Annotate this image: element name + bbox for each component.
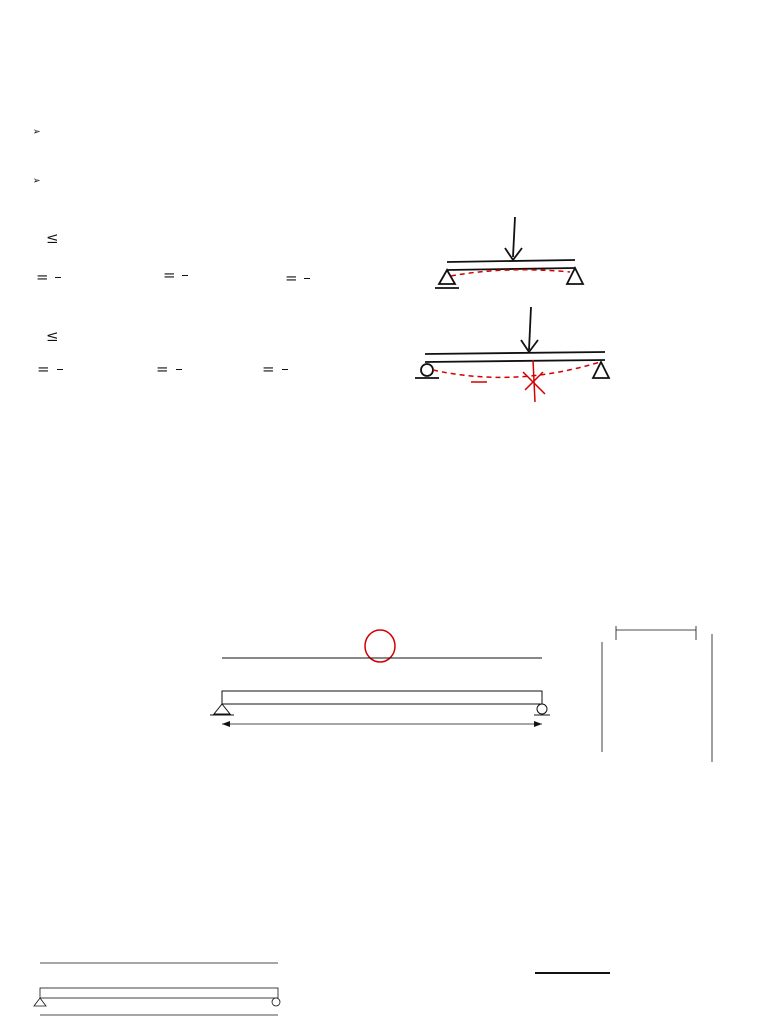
flexure-formula-m-over-s: = (160, 266, 191, 284)
bullet-arrow-icon: ➢ (33, 125, 41, 140)
pin-support-icon (34, 998, 46, 1006)
flexure-formula-6m-over-bd2: = (282, 269, 313, 287)
roller-support-icon (537, 704, 547, 714)
short-beam-sketch (435, 217, 583, 288)
shear-formula-3v-over-2a: = (258, 360, 291, 378)
beam-sketch (405, 212, 765, 417)
cross-section-diagram (572, 620, 742, 765)
beam-diagram (200, 625, 565, 740)
roller-support-icon (272, 998, 280, 1006)
flexure-condition: ≤ (46, 229, 59, 247)
load-highlight-circle (365, 630, 395, 662)
mmax-fraction-line (535, 972, 610, 974)
bullet-arrow-icon: ➢ (33, 174, 41, 189)
mmax-numerator (535, 934, 541, 967)
shear-formula-3v-over-2bd: = (152, 360, 185, 378)
shear-formula-vq-over-ib: = (33, 360, 66, 378)
shear-condition: ≤ (46, 327, 59, 345)
solution-beam-diagram (28, 945, 303, 1024)
flexure-formula-mc-over-i: = (33, 268, 64, 286)
beam-body (222, 691, 542, 704)
pin-support-icon (214, 704, 230, 714)
